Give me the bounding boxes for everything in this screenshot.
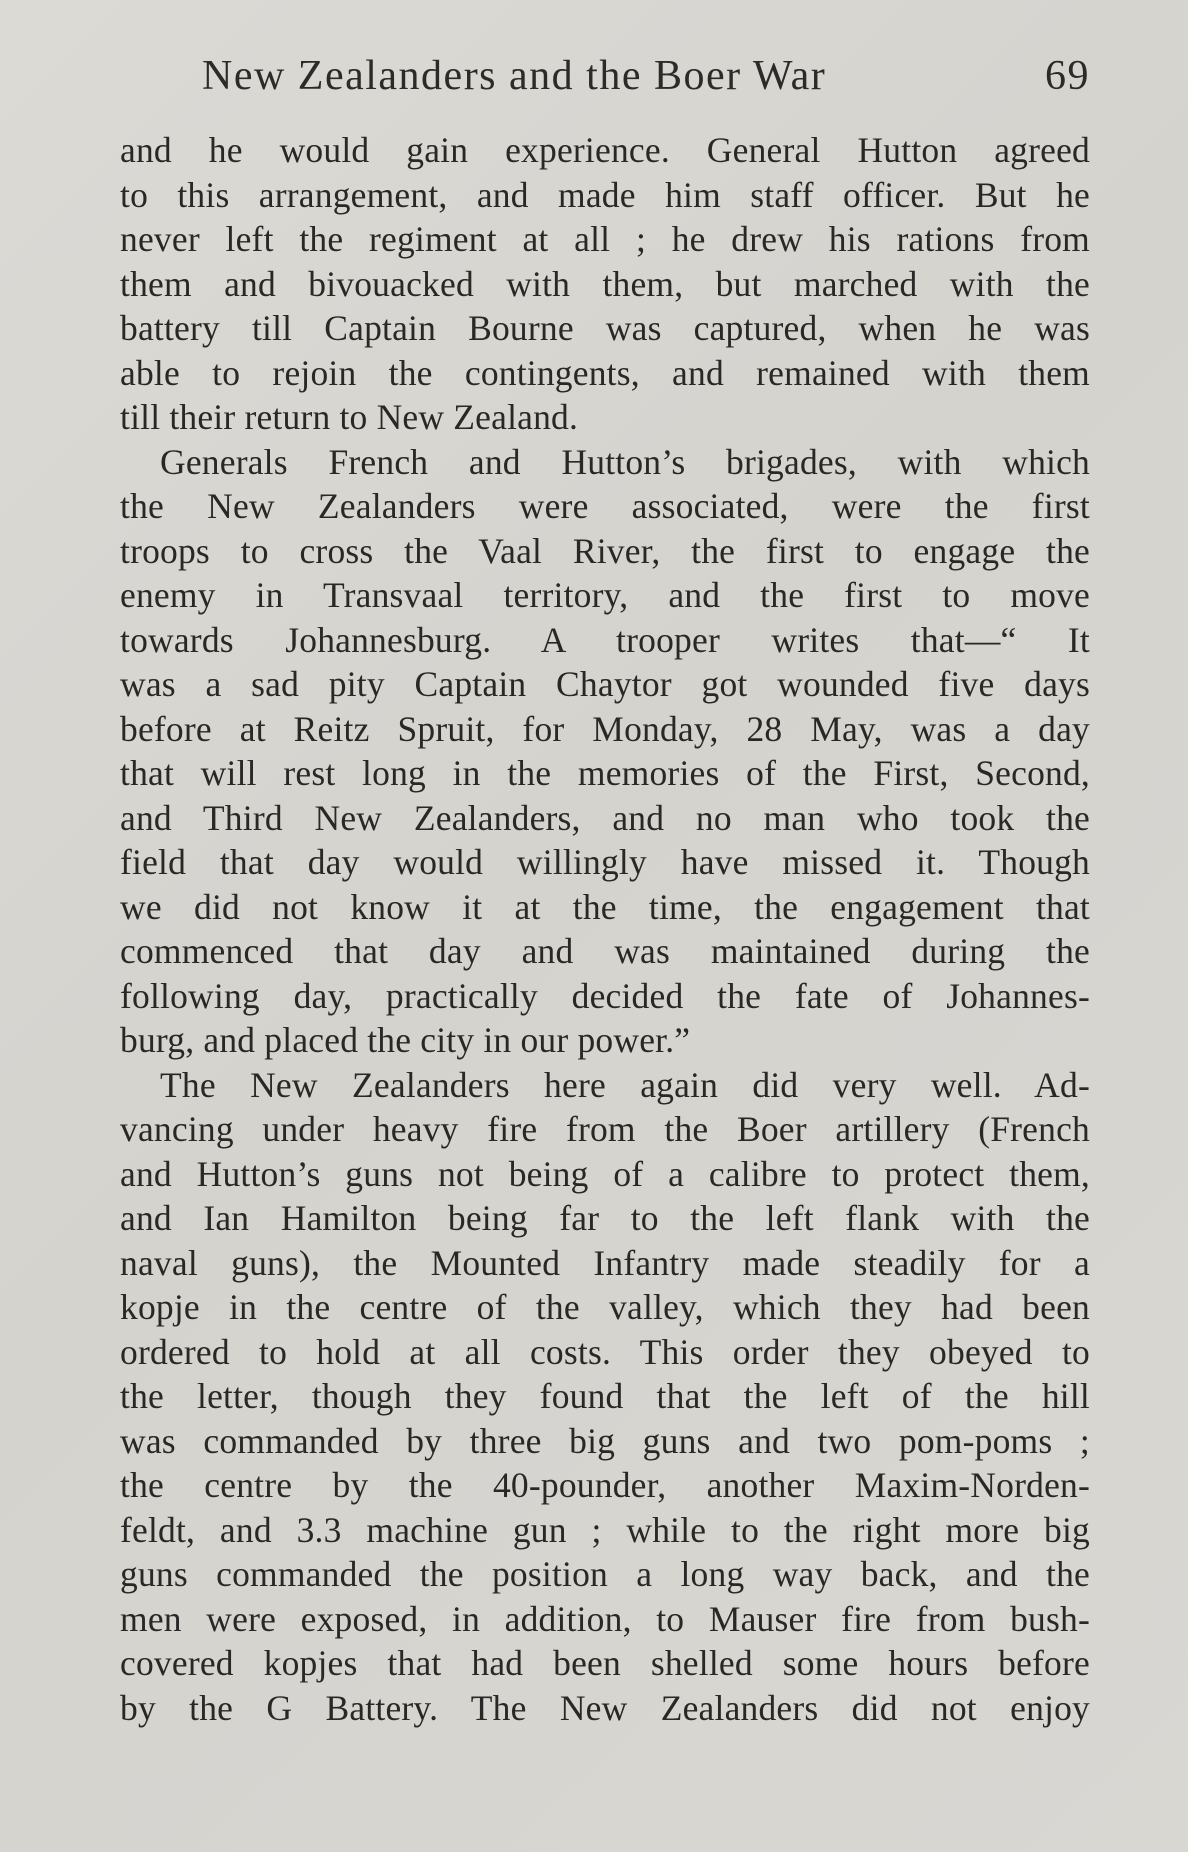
text-line: till their return to New Zealand.	[120, 397, 579, 437]
text-line: following day, practically decided the fate of Johannes-	[120, 975, 1090, 1016]
page-header	[120, 52, 1090, 102]
text-line: and Ian Hamilton being far to the left flank with the	[120, 1198, 1090, 1238]
text-line: guns commanded the position a long way back, and the	[120, 1554, 1090, 1594]
text-line: naval guns), the Mounted Infantry made steadily for a	[120, 1242, 1090, 1283]
text-line: field that day would willingly have missed it. Though	[120, 842, 1090, 882]
text-line: ordered to hold at all costs. This order they obeyed to	[120, 1331, 1090, 1372]
text-line: commenced that day and was maintained during the	[120, 931, 1090, 971]
text-line: vancing under heavy fire from the Boer artillery (French	[120, 1109, 1090, 1149]
page-number: 69	[1045, 53, 1090, 99]
text-line: and he would gain experience. General Hutton agreed	[120, 130, 1090, 170]
text-line: able to rejoin the contingents, and remained with them	[120, 352, 1090, 393]
text-line: towards Johannesburg. A trooper writes that—“ It	[120, 619, 1090, 660]
text-line: and Third New Zealanders, and no man who took the	[120, 797, 1090, 838]
text-line: before at Reitz Spruit, for Monday, 28 May, was a day	[120, 708, 1090, 749]
text-line: to this arrangement, and made him staff officer. But he	[120, 174, 1090, 215]
text-line: the centre by the 40-pounder, another Maxim-Norden-	[120, 1465, 1090, 1505]
text-line: we did not know it at the time, the engagement that	[120, 886, 1090, 927]
text-line: covered kopjes that had been shelled some hours before	[120, 1643, 1090, 1683]
text-line: that will rest long in the memories of the First, Second,	[120, 753, 1090, 793]
text-line: never left the regiment at all ; he drew his rations from	[120, 219, 1090, 259]
text-line: troops to cross the Vaal River, the first to engage the	[120, 530, 1090, 571]
text-line: and Hutton’s guns not being of a calibre to protect them,	[120, 1153, 1090, 1194]
text-line: men were exposed, in addition, to Mauser fire from bush-	[120, 1598, 1090, 1639]
text-line: the New Zealanders were associated, were the first	[120, 486, 1090, 526]
text-line: burg, and placed the city in our power.”	[120, 1020, 691, 1060]
text-line: them and bivouacked with them, but marched with the	[120, 263, 1090, 304]
text-line: was commanded by three big guns and two pom-poms ;	[120, 1420, 1090, 1461]
paragraph-start-line: Generals French and Hutton’s brigades, with which	[160, 441, 1090, 482]
text-line: the letter, though they found that the left of the hill	[120, 1376, 1090, 1416]
text-line: feldt, and 3.3 machine gun ; while to the right more big	[120, 1509, 1090, 1550]
text-line: was a sad pity Captain Chaytor got wounded five days	[120, 664, 1090, 704]
running-title: New Zealanders and the Boer War	[202, 53, 827, 99]
paragraph-start-line: The New Zealanders here again did very well. Ad-	[160, 1064, 1090, 1105]
text-line: by the G Battery. The New Zealanders did not enjoy	[120, 1687, 1090, 1728]
text-line: kopje in the centre of the valley, which they had been	[120, 1287, 1090, 1327]
body-text	[120, 128, 1090, 1730]
text-line: enemy in Transvaal territory, and the first to move	[120, 575, 1090, 615]
text-line: battery till Captain Bourne was captured, when he was	[120, 308, 1090, 348]
